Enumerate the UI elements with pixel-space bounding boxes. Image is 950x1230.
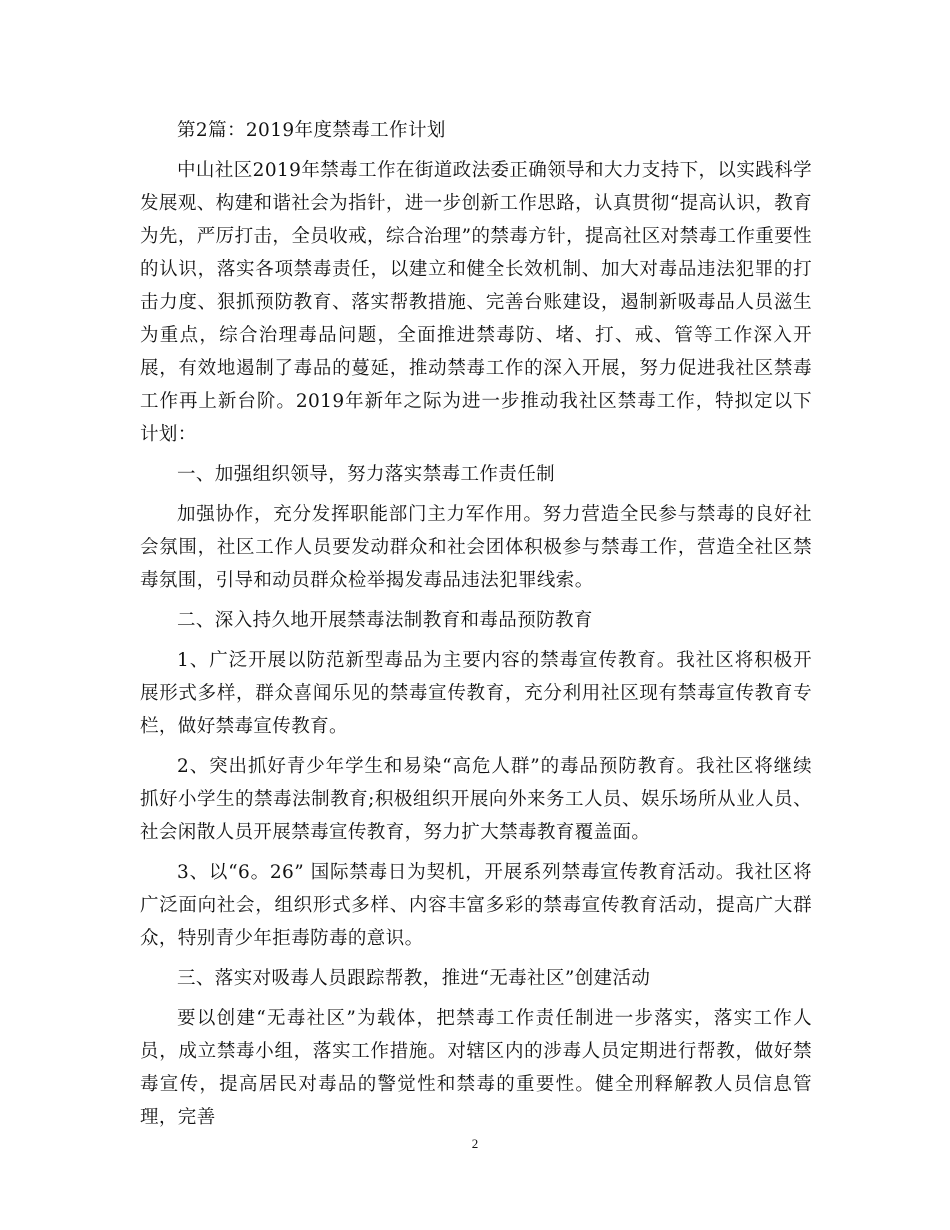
item-2-1: 1、广泛开展以防范新型毒品为主要内容的禁毒宣传教育。我社区将积极开展形式多样，群众喜闻乐见的禁毒宣传教育，充分利用社区现有禁毒宣传教育专栏，做好禁毒宣传教育。 (140, 650, 812, 737)
document-body (140, 114, 812, 1134)
paragraph-1: 加强协作，充分发挥职能部门主力军作用。努力营造全民参与禁毒的良好社会氛围，社区工作人员要发动群众和社会团体积极参与禁毒工作，营造全社区禁毒氛围，引导和动员群众检举揭发毒品违法犯罪线索。 (140, 504, 812, 591)
heading-1: 一、加强组织领导，努力落实禁毒工作责任制 (177, 464, 556, 485)
heading-2: 二、深入持久地开展禁毒法制教育和毒品预防教育 (177, 610, 593, 631)
intro-paragraph: 中山社区2019年禁毒工作在街道政法委正确领导和大力支持下，以实践科学发展观、构建和谐社会为指针，进一步创新工作思路，认真贯彻“提高认识，教育为先，严厉打击，全员收戒，综合治理”的禁毒方针，提高社区对禁毒工作重要性的认识，落实各项禁毒责任，以建立和健全长效机制、加大对毒品违法犯罪的打击力度、狠抓预防教育、落实帮教措施、完善台账建设，遏制新吸毒品人员滋生为重点，综合治理毒品问题，全面推进禁毒防、堵、打、戒、管等工作深入开展，有效地遏制了毒品的蔓延，推动禁毒工作的深入开展，努力促进我社区禁毒工作再上新台阶。2019年新年之际为进一步推动我社区禁毒工作，特拟定以下计划： (140, 160, 812, 445)
page-number: 2 (471, 1136, 479, 1151)
paragraph-3: 要以创建“无毒社区”为载体，把禁毒工作责任制进一步落实，落实工作人员，成立禁毒小组，落实工作措施。对辖区内的涉毒人员定期进行帮教，做好禁毒宣传，提高居民对毒品的警觉性和禁毒的重要性。健全刑释解教人员信息管理，完善 (140, 1008, 812, 1128)
item-2-3: 3、以“6。26” 国际禁毒日为契机，开展系列禁毒宣传教育活动。我社区将广泛面向社会，组织形式多样、内容丰富多彩的禁毒宣传教育活动，提高广大群众，特别青少年拒毒防毒的意识。 (140, 862, 812, 949)
section-title: 第2篇：2019年度禁毒工作计划 (177, 120, 446, 141)
heading-3: 三、落实对吸毒人员跟踪帮教，推进“无毒社区”创建活动 (177, 968, 651, 989)
item-2-2: 2、突出抓好青少年学生和易染“高危人群”的毒品预防教育。我社区将继续抓好小学生的禁毒法制教育;积极组织开展向外来务工人员、娱乐场所从业人员、社会闲散人员开展禁毒宣传教育，努力扩大禁毒教育覆盖面。 (140, 756, 812, 843)
